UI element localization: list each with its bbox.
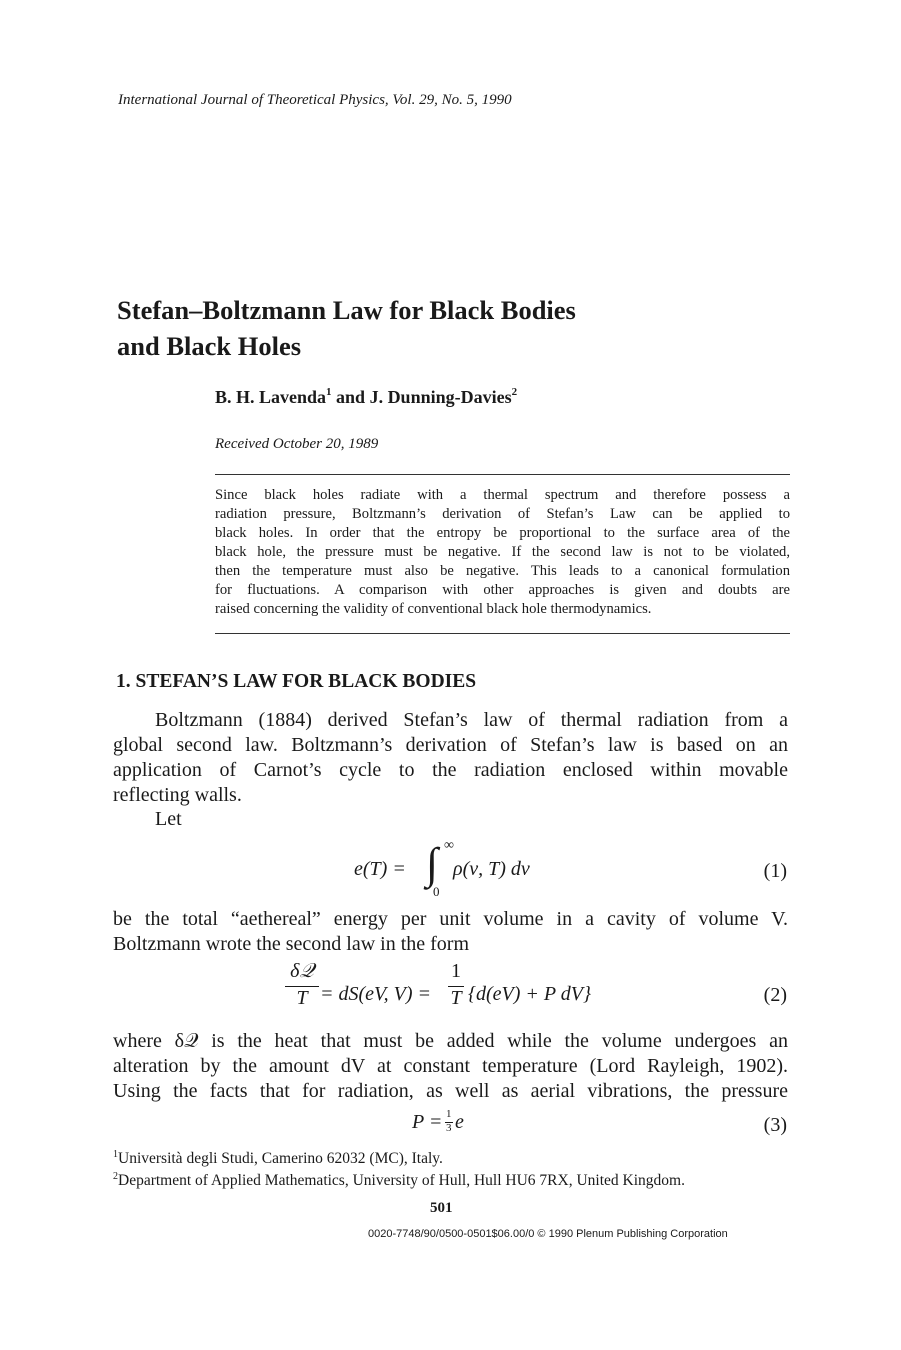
equation-2	[270, 960, 740, 1030]
eq3-frac-numerator: 1	[446, 1108, 452, 1120]
eq1-integrand: ρ(ν, T) dν	[453, 858, 530, 880]
equation-number-2: (2)	[763, 984, 787, 1006]
author-1-affiliation-mark: 1	[326, 386, 332, 398]
abstract-line: raised concerning the validity of conventional black hole thermodynamics.	[215, 601, 652, 617]
abstract-line: black hole, the pressure must be negative. If the second law is not to be violated,	[215, 544, 790, 560]
section-heading: 1. STEFAN’S LAW FOR BLACK BODIES	[116, 671, 477, 692]
footnote-2-text: Department of Applied Mathematics, University of Hull, Hull HU6 7RX, United Kingdom.	[118, 1172, 685, 1189]
page-number: 501	[430, 1200, 453, 1216]
author-2: J. Dunning-Davies	[369, 387, 512, 407]
footnote-2-mark: 2	[113, 1171, 118, 1182]
body-line: reflecting walls.	[113, 784, 242, 806]
article-title	[117, 292, 576, 364]
eq3-rhs: e	[455, 1111, 464, 1133]
body-line: global second law. Boltzmann’s derivation of Stefan’s law is based on an	[113, 734, 788, 756]
body-line: application of Carnot’s cycle to the radiation enclosed within movable	[113, 759, 788, 781]
copyright-line: 0020-7748/90/0500-0501$06.00/0 © 1990 Plenum Publishing Corporation	[368, 1228, 728, 1240]
body-line: Boltzmann (1884) derived Stefan’s law of thermal radiation from a	[155, 709, 788, 731]
eq2-denominator-2: T	[450, 987, 462, 1009]
equation-3	[412, 1107, 532, 1137]
abstract-line: then the temperature must also be negative. This leads to a canonical formulation	[215, 563, 790, 579]
integral-sign: ∫	[426, 839, 439, 888]
author-join: and	[331, 387, 370, 407]
equation-1	[340, 838, 600, 898]
eq1-upper-limit: ∞	[444, 838, 454, 853]
abstract-line: Since black holes radiate with a thermal spectrum and therefore possess a	[215, 487, 790, 503]
title-line-1: Stefan–Boltzmann Law for Black Bodies	[117, 295, 576, 325]
eq1-lower-limit: 0	[433, 884, 440, 899]
abstract-line: black holes. In order that the entropy be proportional to the surface area of the	[215, 525, 790, 541]
footnote-1-text: Università degli Studi, Camerino 62032 (MC), Italy.	[118, 1150, 443, 1167]
journal-header: International Journal of Theoretical Physics, Vol. 29, No. 5, 1990	[118, 92, 512, 108]
received-date: Received October 20, 1989	[215, 436, 379, 452]
body-line: Let	[155, 808, 182, 830]
eq3-lhs: P =	[412, 1111, 443, 1133]
body-line: be the total “aethereal” energy per unit volume in a cavity of volume V.	[113, 908, 788, 930]
abstract-line: for fluctuations. A comparison with other approaches is given and doubts are	[215, 582, 790, 598]
eq2-rest: {d(eV) + P dV}	[468, 983, 591, 1005]
eq2-middle: = dS(eV, V) =	[320, 983, 432, 1005]
footnote-1	[113, 1150, 443, 1168]
body-line: Boltzmann wrote the second law in the form	[113, 933, 470, 955]
footnote-1-mark: 1	[113, 1149, 118, 1160]
equation-number-3: (3)	[763, 1114, 787, 1136]
eq2-numerator-2: 1	[451, 960, 461, 982]
body-line: alteration by the amount dV at constant temperature (Lord Rayleigh, 1902).	[113, 1055, 788, 1077]
eq3-frac-denominator: 3	[446, 1122, 452, 1134]
abstract-line: radiation pressure, Boltzmann’s derivation of Stefan’s Law can be applied to	[215, 506, 790, 522]
author-1: B. H. Lavenda	[215, 387, 327, 407]
abstract	[215, 486, 790, 619]
equation-number-1: (1)	[763, 860, 787, 882]
abstract-bottom-rule	[215, 633, 790, 634]
abstract-top-rule	[215, 474, 790, 475]
title-line-2: and Black Holes	[117, 331, 302, 361]
authors	[215, 387, 517, 408]
eq2-numerator: δ𝒬	[290, 960, 314, 982]
body-line: Using the facts that for radiation, as well as aerial vibrations, the pressure	[113, 1080, 788, 1102]
eq2-denominator: T	[296, 987, 308, 1009]
footnote-2	[113, 1172, 685, 1190]
eq1-lhs: e(T) =	[354, 858, 406, 880]
author-2-affiliation-mark: 2	[511, 386, 518, 398]
body-line: where δ𝒬 is the heat that must be added while the volume undergoes an	[113, 1030, 788, 1052]
